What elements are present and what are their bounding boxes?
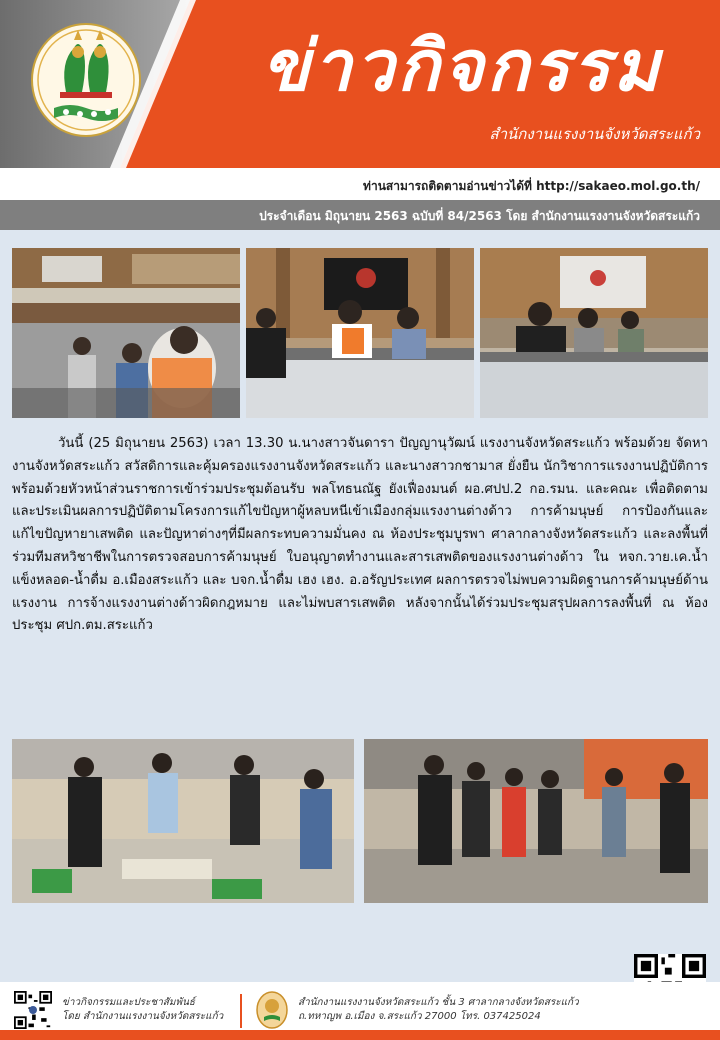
org-subtitle: สำนักงานแรงงานจังหวัดสระแก้ว — [489, 125, 700, 143]
footer-right-text — [298, 996, 579, 1024]
meeting-photo-2 — [246, 248, 474, 418]
meeting-photo-3 — [480, 248, 708, 418]
footer-right-line1: สำนักงานแรงงานจังหวัดสระแก้ว ชั้น 3 ศาลากลางจังหวัดสระแก้ว — [298, 997, 579, 1008]
footer-left-line2: โดย สำนักงานแรงงานจังหวัดสระแก้ว — [62, 1011, 224, 1022]
header-banner — [0, 0, 720, 200]
newsletter-title: ข่าวกิจกรรม — [261, 24, 663, 107]
issue-info-text: ประจำเดือน มิถุนายน 2563 ฉบับที่ 84/2563 โดย สำนักงานแรงงานจังหวัดสระแก้ว — [259, 209, 700, 223]
inspection-photo-2 — [364, 739, 708, 903]
footer-left-line1: ข่าวกิจกรรมและประชาสัมพันธ์ — [62, 997, 196, 1008]
qr-code-small-icon — [14, 991, 52, 1029]
ministry-emblem-icon — [256, 991, 288, 1029]
footer-accent-bar — [0, 1030, 720, 1040]
provincial-seal-logo — [30, 22, 142, 138]
issue-info-bar — [0, 200, 720, 230]
qr-code-small[interactable] — [14, 991, 52, 1029]
meeting-photo-1 — [12, 248, 240, 418]
website-link-line[interactable]: ท่านสามารถติดตามอ่านข่าวได้ที่ http://sakaeo.mol.go.th/ — [363, 179, 700, 193]
footer-right-line2: ถ.ทหาญพ อ.เมือง จ.สระแก้ว 27000 โทร. 037425024 — [298, 1011, 541, 1022]
article-body: วันนี้ (25 มิถุนายน 2563) เวลา 13.30 น.นางสาวจันดารา ปัญญานุวัฒน์ แรงงานจังหวัดสระแก้ว พร้อมด้วย จัดหางานจังหวัดสระแก้ว สวัสดิการและคุ้มครองแรงงานจังหวัดสระแก้ว และนางสาวกชามาส ยั่งยืน นักวิชาการแรงงานปฏิบัติการ พร้อมด้วยหัวหน้าส่วนราชการเข้าร่วมประชุมต้อนรับ พลโทธนณัฐ ยังเฟื่องมนต์ ผอ.ศปป.2 กอ.รมน. และคณะ เพื่อติดตามและประเมินผลการปฏิบัติตามโครงการแก้ไขปัญหาผู้หลบหนีเข้าเมืองกลุ่มแรงงานต่างด้าว การค้ามนุษย์ การป้องกันและแก้ไขปัญหายาเสพติด และปัญหาต่างๆที่มีผลกระทบความมั่นคง ณ ห้องประชุมบูรพา ศาลากลางจังหวัดสระแก้ว และลงพื้นที่ร่วมทีมสหวิชาชีพในการตรวจสอบการค้ามนุษย์ ใบอนุญาตทำงานและสารเสพติดของแรงงานต่างด้าว ใน หจก.วาย.เค.น้ำแข็งหลอด-น้ำดื่ม อ.เมืองสระแก้ว และ บจก.น้ำดื่ม เฮง เฮง. อ.อรัญประเทศ ผลการตรวจไม่พบความผิดฐานการค้ามนุษย์ด้านแรงงาน การจ้างแรงงานต่างด้าวผิดกฎหมาย และไม่พบสารเสพติด หลังจากนั้นได้ร่วมประชุมสรุปผลการลงพื้นที่ ณ ห้องประชุม ศปก.ตม.สระแก้ว — [12, 436, 708, 634]
inspection-photo-1 — [12, 739, 354, 903]
footer-left-text — [62, 996, 223, 1024]
footer-divider — [240, 994, 242, 1028]
